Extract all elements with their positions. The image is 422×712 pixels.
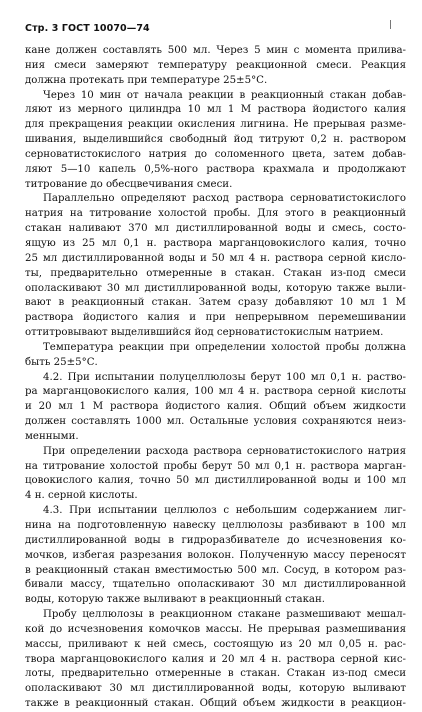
text-line: нина на подготовленную навеску целлюлозы разбивают в 100 мл bbox=[25, 520, 406, 531]
text-line: ополаскивают 30 мл дистиллированной воды, которую выливают bbox=[25, 683, 406, 695]
text-line: быть 25±5°С. bbox=[25, 356, 98, 368]
text-line: ящую из 25 мл 0,1 н. раствора марганцовокислого калия, точно bbox=[25, 237, 406, 249]
text-line: вают в реакционный стакан. Затем сразу добавляют 10 мл 1 М bbox=[25, 297, 406, 309]
text-line: кой до исчезновения комочков массы. Не прерывая размешивания bbox=[25, 623, 406, 635]
text-line: оттитровывают выделившийся йод серноватистокислым натрием. bbox=[25, 327, 384, 339]
text-line: ополаскивают 30 мл дистиллированной воды, которую также выли- bbox=[25, 282, 406, 294]
text-line: ты, предварительно отмеренные в стакан. Стакан из-под смеси bbox=[25, 267, 406, 279]
text-line: Через 10 мин от начала реакции в реакционный стакан добав- bbox=[43, 89, 406, 101]
text-line: менными. bbox=[25, 430, 79, 442]
text-line: При определении расхода раствора серноватистокислого натрия bbox=[43, 445, 406, 457]
text-line: натрия на титрование холостой пробы. Для этого в реакционный bbox=[25, 208, 406, 220]
text-line: также в реакционный стакан. Общий объем жидкости в реакцион- bbox=[25, 698, 406, 710]
page-header: Стр. 3 ГОСТ 10070—74 bbox=[25, 23, 150, 34]
text-line: 4 н. серной кислоты. bbox=[25, 490, 138, 502]
text-line: бивали массу, тщательно ополаскивают 30 мл дистиллированной bbox=[25, 579, 406, 591]
text-line: ра марганцовокислого калия, 100 мл 4 н. раствора серной кислоты bbox=[25, 386, 406, 398]
text-line: Температура реакции при определении холостой пробы должна bbox=[43, 341, 406, 353]
text-line: ния смеси замеряют температуру реакционной смеси. Реакция bbox=[25, 59, 406, 71]
text-line: 4.2. При испытании полуцеллюлозы берут 100 мл 0,1 н. раство- bbox=[43, 371, 406, 383]
text-line: мочков, избегая разрезания волокон. Полученную массу переносят bbox=[25, 549, 406, 561]
text-line: стакан наливают 370 мл дистиллированной воды и смесь, состо- bbox=[25, 223, 406, 235]
text-line: для прекращения реакции окисления лигнина. Не прерывая разме- bbox=[25, 119, 406, 131]
text-line: твора марганцовокислого калия и 20 мл 4 н. раствора серной кис- bbox=[25, 653, 406, 665]
text-line: серноватистокислого натрия до соломенного цвета, затем добав- bbox=[25, 148, 406, 160]
text-line: должна протекать при температуре 25±5°С. bbox=[25, 74, 268, 86]
text-line: воды, которую также выливают в реакционный стакан. bbox=[25, 594, 326, 606]
text-line: в реакционный стакан вместимостью 500 мл. Сосуд, в котором раз- bbox=[25, 564, 406, 576]
text-line: кане должен составлять 500 мл. Через 5 мин с момента прилива- bbox=[25, 45, 406, 56]
text-line: шивания, выделившийся свободный йод титруют 0,2 н. раствором bbox=[25, 134, 406, 146]
text-line: цовокислого калия, точно 50 мл дистиллированной воды и 100 мл bbox=[25, 475, 406, 487]
margin-mark bbox=[390, 20, 391, 29]
text-line: Параллельно определяют расход раствора серноватистокислого bbox=[43, 193, 406, 205]
text-line: лоты, предварительно отмеренные в стакан. Стакан из-под смеси bbox=[25, 668, 406, 680]
text-line: и 20 мл 1 М раствора йодистого калия. Общий объем жидкости bbox=[25, 401, 406, 413]
text-line: титрование до обесцвечивания смеси. bbox=[25, 178, 233, 190]
text-line: Пробу целлюлозы в реакционном стакане размешивают мешал- bbox=[43, 609, 406, 621]
text-line: должен составлять 1000 мл. Остальные условия сохраняются неиз- bbox=[25, 416, 406, 428]
body-text bbox=[25, 44, 406, 712]
text-line: ляют 5—10 капель 0,5%-ного раствора крахмала и продолжают bbox=[25, 163, 406, 175]
text-line: 25 мл дистиллированной воды и 50 мл 4 н. раствора серной кисло- bbox=[25, 252, 406, 264]
text-line: ляют из мерного цилиндра 10 мл 1 М раствора йодистого калия bbox=[25, 104, 406, 116]
text-line: массы, приливают к ней смесь, состоящую из 20 мл 0,05 н. рас- bbox=[25, 638, 406, 650]
text-line: раствора йодистого калия и при непрерывном перемешивании bbox=[25, 312, 406, 324]
text-line: 4.3. При испытании целлюлоз с небольшим содержанием лиг- bbox=[43, 505, 406, 517]
text-line: дистиллированной воды в гидроразбивателе до исчезновения ко- bbox=[25, 534, 406, 546]
text-line: на титрование холостой пробы берут 50 мл 0,1 н. раствора марган- bbox=[25, 460, 406, 472]
